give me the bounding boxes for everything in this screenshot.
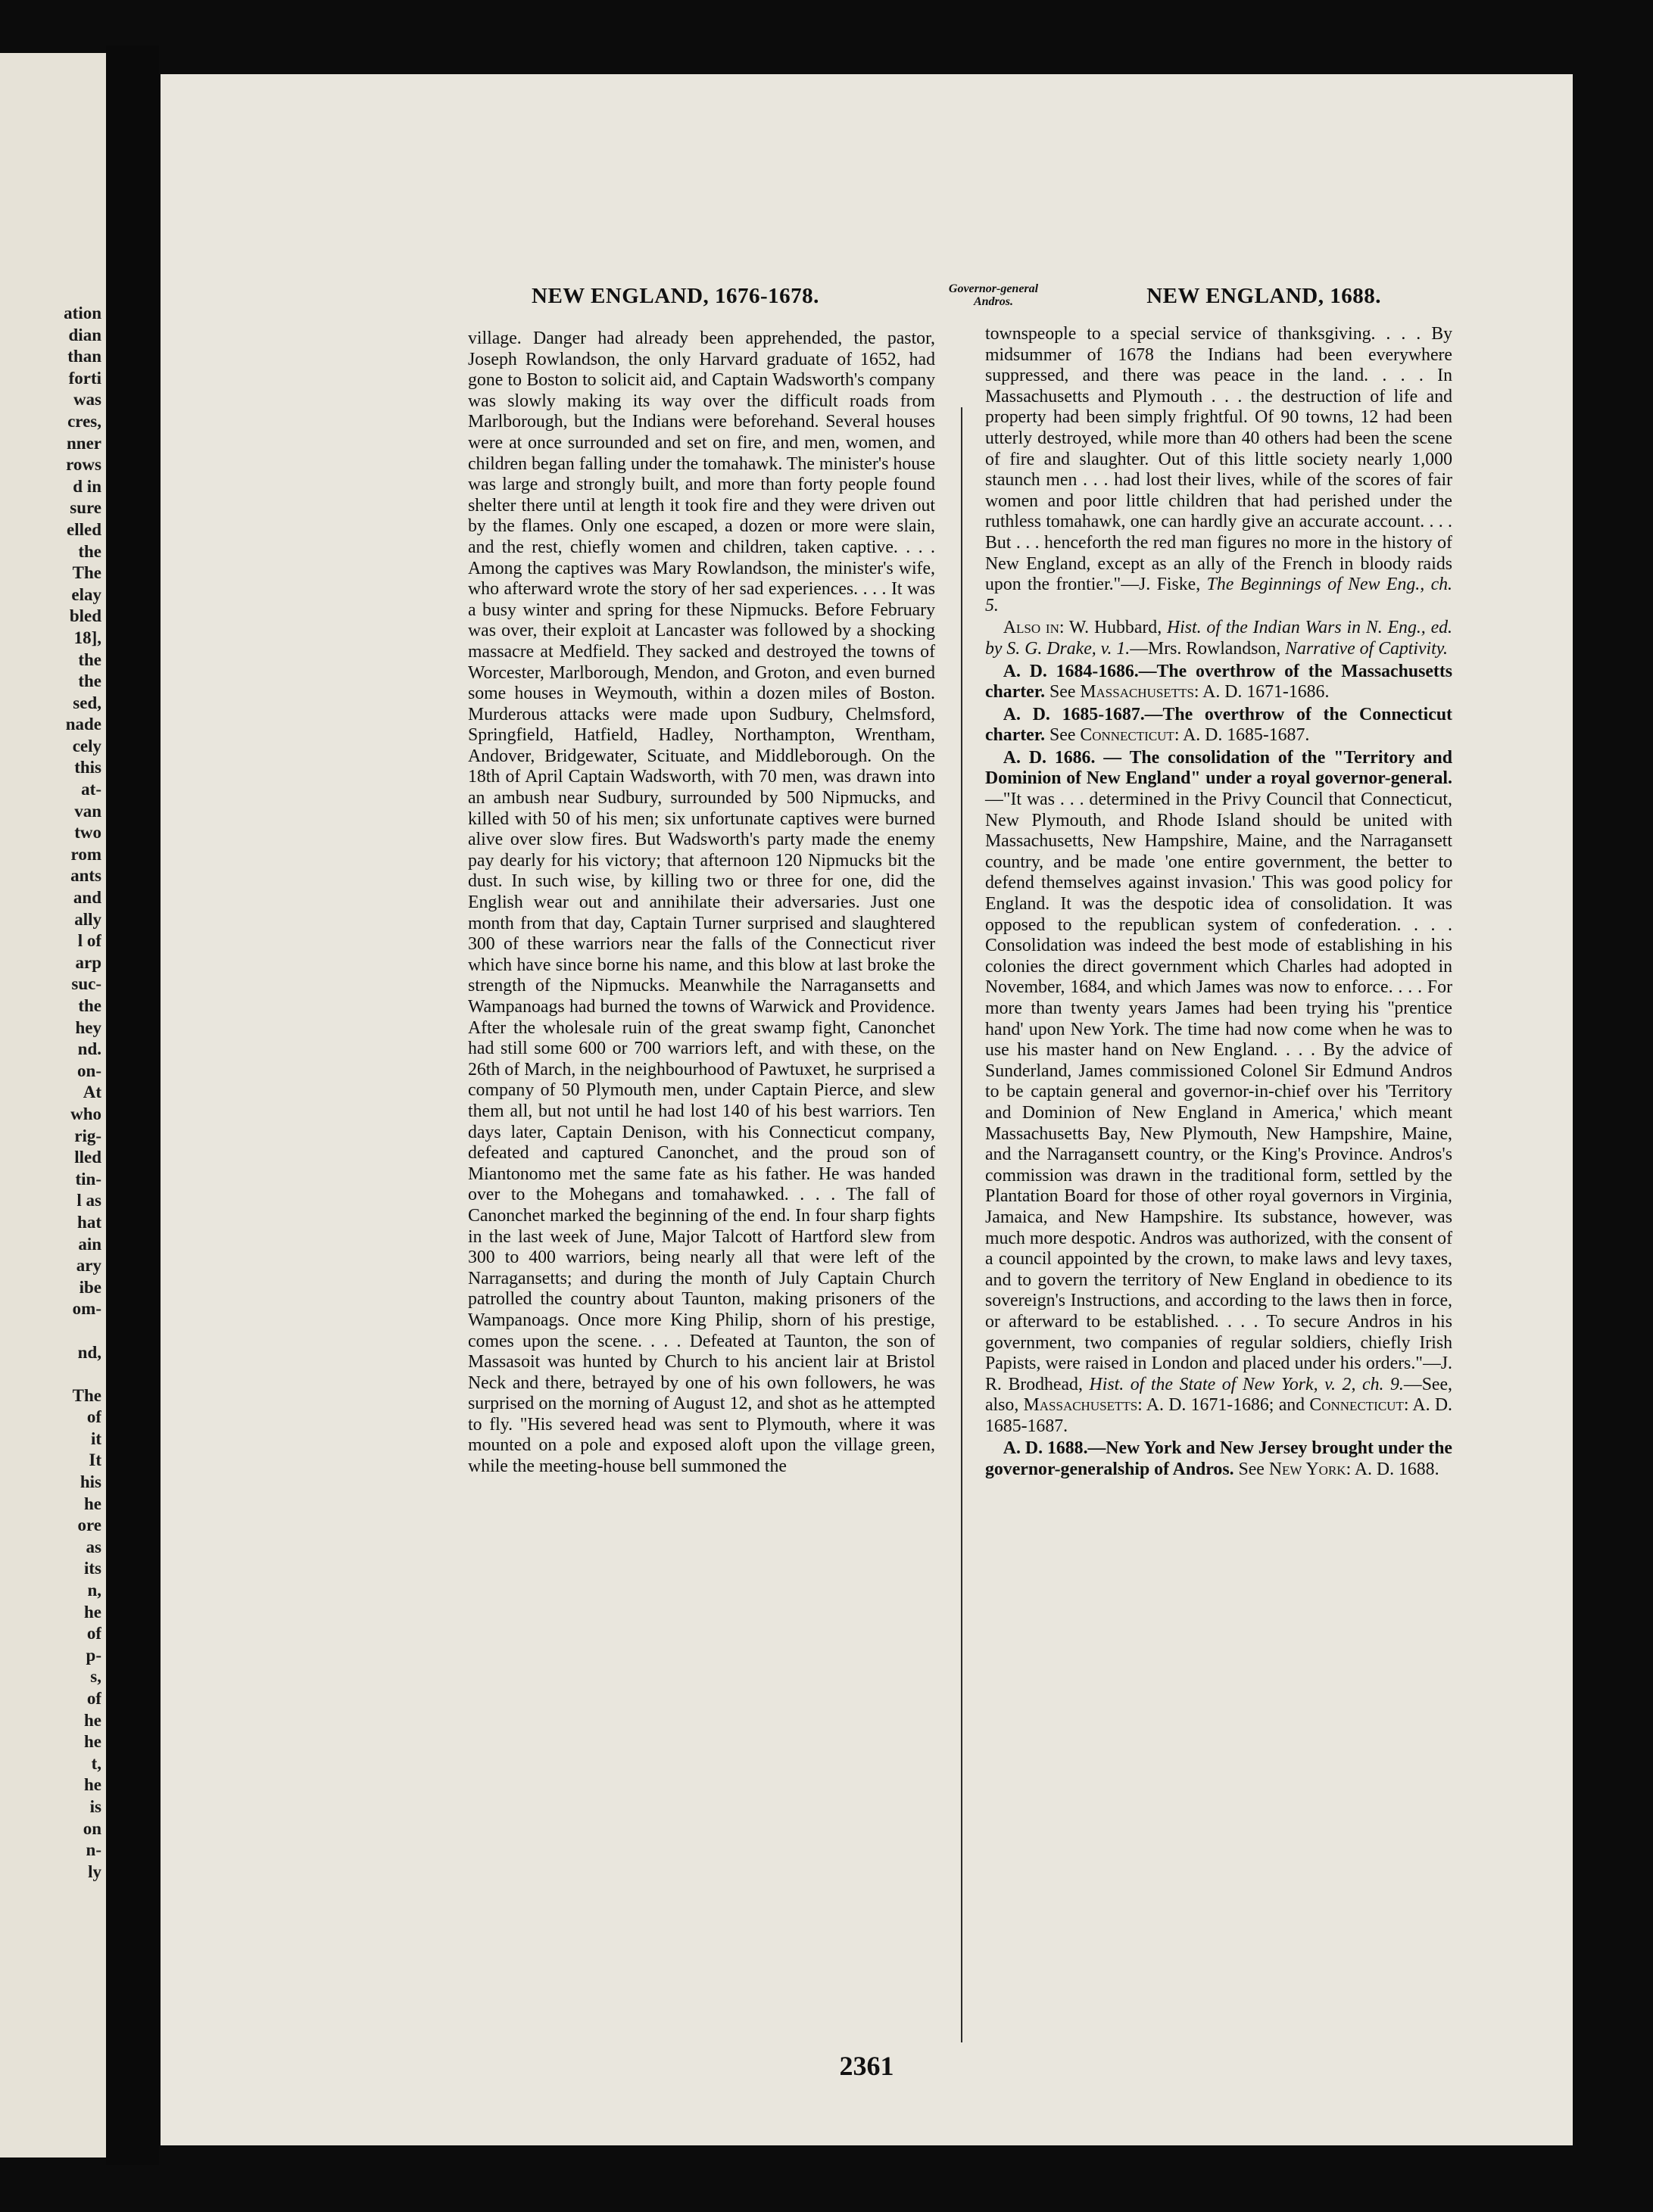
entry-1688-heading: A. D. 1688.—New York and New Jersey brought under the governor-generalship of Andros. <box>985 1438 1452 1480</box>
edge-fragment: is <box>89 1796 101 1816</box>
quote-continuation <box>985 324 1452 616</box>
column-rule <box>961 407 962 2042</box>
edge-fragment: elay <box>71 584 101 604</box>
edge-fragment: the <box>78 541 101 561</box>
citation: The Beginnings of New Eng., ch. 5. <box>985 575 1452 615</box>
facing-page-text-fragments <box>26 303 101 1883</box>
edge-fragment: this <box>74 758 101 777</box>
edge-fragment: elled <box>67 519 101 539</box>
entry-1684 <box>985 662 1452 703</box>
edge-fragment: It <box>89 1450 101 1470</box>
edge-fragment: om- <box>72 1299 101 1319</box>
edge-fragment: ibe <box>79 1277 101 1297</box>
edge-fragment: d in <box>73 476 101 496</box>
edge-fragment: hey <box>75 1017 101 1037</box>
running-head-center-line1: Governor-general <box>948 282 1039 295</box>
left-column <box>468 329 935 1478</box>
edge-fragment: ore <box>77 1516 101 1535</box>
page-number: 2361 <box>839 2051 894 2081</box>
running-head-left: NEW ENGLAND, 1676-1678. <box>532 284 819 308</box>
edge-fragment: he <box>84 1732 101 1752</box>
edge-fragment: n, <box>87 1581 101 1600</box>
entry-1688-see: See <box>1234 1460 1269 1480</box>
edge-fragment: of <box>86 1689 101 1708</box>
entry-1688-reference: New York: A. D. 1688. <box>1268 1460 1439 1480</box>
edge-fragment: hat <box>77 1212 101 1232</box>
edge-fragment: it <box>90 1428 101 1448</box>
edge-fragment: he <box>84 1602 101 1622</box>
edge-fragment: n- <box>86 1840 101 1860</box>
edge-fragment: l as <box>76 1191 101 1210</box>
edge-fragment: was <box>73 390 101 410</box>
edge-fragment: of <box>86 1407 101 1427</box>
edge-fragment: 18], <box>73 628 101 647</box>
entry-1686-reference-2: Connecticut: A. D. 1685-1687. <box>985 1395 1453 1436</box>
edge-fragment: t, <box>91 1753 101 1773</box>
edge-fragment: suc- <box>71 974 101 994</box>
edge-fragment: forti <box>68 368 101 388</box>
book-gutter <box>106 45 159 2165</box>
entry-1685-reference: Connecticut: A. D. 1685-1687. <box>1080 725 1310 746</box>
edge-fragment: rows <box>66 455 101 475</box>
edge-fragment: rig- <box>74 1126 101 1145</box>
edge-fragment: of <box>86 1624 101 1643</box>
edge-fragment: he <box>84 1775 101 1795</box>
edge-fragment: ary <box>76 1256 101 1276</box>
edge-fragment: than <box>67 347 101 366</box>
edge-fragment: arp <box>75 952 101 972</box>
edge-fragment: and <box>73 888 101 908</box>
edge-fragment: the <box>78 650 101 669</box>
edge-fragment: nd. <box>77 1039 101 1059</box>
edge-fragment: the <box>78 671 101 691</box>
running-head-center <box>903 282 1084 308</box>
edge-fragment: tin- <box>75 1169 101 1189</box>
edge-fragment: bled <box>69 606 101 626</box>
edge-fragment: his <box>80 1472 101 1492</box>
edge-fragment: sure <box>70 498 101 518</box>
edge-fragment <box>26 1363 101 1385</box>
edge-fragment: on <box>83 1818 101 1838</box>
edge-fragment: p- <box>86 1645 101 1665</box>
also-in-paragraph <box>985 618 1452 659</box>
edge-fragment: The <box>72 1385 101 1405</box>
edge-fragment: he <box>84 1710 101 1730</box>
edge-fragment: nd, <box>77 1342 101 1362</box>
entry-1685 <box>985 705 1452 746</box>
edge-fragment: ly <box>88 1862 101 1881</box>
also-in-label: Also in: <box>1003 618 1065 638</box>
edge-fragment: l of <box>77 931 101 951</box>
edge-fragment: The <box>72 563 101 583</box>
entry-1686-and: and <box>1274 1395 1310 1416</box>
running-head-right: NEW ENGLAND, 1688. <box>1146 284 1381 308</box>
also-in-author-2: —Mrs. Rowlandson, <box>1130 638 1286 659</box>
edge-fragment: s, <box>90 1667 101 1687</box>
also-in-citation-1: Hist. of the Indian Wars in N. Eng., ed. by S. G. Drake, v. 1. <box>985 618 1452 659</box>
entry-1686-heading: A. D. 1686. — The consolidation of the "Territory and Dominion of New England" under a royal governor-general. <box>985 747 1452 789</box>
left-column-text: village. Danger had already been apprehended, the pastor, Joseph Rowlandson, the only Harvard graduate of 1652, had gone to Boston to solicit aid, and Captain Wadsworth's company was slowly making its way over the difficult roads from Marlborough, but the Indians were beforehand. Several houses were at once surrounded and set on fire, and men, women, and children began falling under the tomahawk. The minister's house was large and strongly built, and more than forty people found shelter there until at length it took fire and they were driven out by the flames. Only one escaped, a dozen or more were slain, and the rest, chiefly women and children, taken captive. . . . Among the captives was Mary Rowlandson, the minister's wife, who afterward wrote the story of her sad experiences. . . . It was a busy winter and spring for these Nipmucks. Before February was over, their exploit at Lancaster was followed by a shocking massacre at Medfield. They sacked and destroyed the towns of Worcester, Marlborough, Mendon, and Groton, and even burned some houses in Weymouth, within a dozen miles of Boston. Murderous attacks were made upon Sudbury, Chelmsford, Springfield, Hatfield, Hadley, Northampton, Wrentham, Andover, Bridgewater, Scituate, and Middleborough. On the 18th of April Captain Wadsworth, with 70 men, was drawn into an ambush near Sudbury, surrounded by 500 Nipmucks, and killed with 50 of his men; six unfortunate captives were burned alive over slow fires. But Wadsworth's party made the enemy pay dearly for his victory; that afternoon 120 Nipmucks bit the dust. In such wise, by killing two or three for one, did the English wear out and annihilate their adversaries. Just one month from that day, Captain Turner surprised and slaughtered 300 of these warriors near the falls of the Connecticut river which have since borne his name, and this blow at last broke the strength of the Nipmucks. Meanwhile the Narragansetts and Wampanoags had burned the towns of Warwick and Providence. After the wholesale ruin of the great swamp fight, Canonchet had still some 600 or 700 warriors left, and with these, on the 26th of March, in the neighbourhood of Pawtuxet, he surprised a company of 50 Plymouth men, under Captain Pierce, and slew them all, but not until he had lost 140 of his best warriors. Ten days later, Captain Denison, with his Connecticut company, defeated and captured Canonchet, and the proud son of Miantonomo met the same fate as his father. He was handed over to the Mohegans and tomahawked. . . . The fall of Canonchet marked the beginning of the end. In four sharp fights in the last week of June, Major Talcott of Hartford slew from 300 to 400 warriors, being nearly all that were left of the Narragansetts; and during the month of July Captain Church patrolled the country about Taunton, making prisoners of the Wampanoags. Once more King Philip, shorn of his prestige, comes upon the scene. . . . Defeated at Taunton, the son of Massasoit was hunted by Church to his ancient lair at Bristol Neck and there, betrayed by one of his own followers, he was surprised on the morning of August 12, and shot as he attempted to fly. "His severed head was sent to Plymouth, where it was mounted on a pole and exposed aloft upon the village green, while the meeting-house bell summoned the <box>468 329 935 1477</box>
entry-1686-see-also: —See, also, <box>985 1374 1452 1416</box>
edge-fragment: cely <box>72 736 101 756</box>
also-in-citation-2: Narrative of Captivity. <box>1285 638 1448 659</box>
edge-fragment: the <box>78 996 101 1015</box>
edge-fragment: dian <box>68 325 101 344</box>
running-head <box>532 284 1381 329</box>
entry-1688 <box>985 1438 1452 1480</box>
edge-fragment: who <box>70 1104 101 1123</box>
entry-1684-see: See <box>1045 682 1081 703</box>
edge-fragment: on- <box>77 1061 101 1080</box>
edge-fragment: sed, <box>73 693 101 712</box>
entry-1686 <box>985 748 1452 1438</box>
facing-page-edge <box>0 53 106 2157</box>
entry-1686-reference-1: Massachusetts: A. D. 1671-1686; <box>1023 1395 1274 1416</box>
edge-fragment <box>26 1320 101 1342</box>
edge-fragment: ally <box>74 909 101 929</box>
edge-fragment: two <box>74 823 101 843</box>
edge-fragment: he <box>84 1494 101 1513</box>
edge-fragment: van <box>74 801 101 821</box>
edge-fragment: lled <box>74 1148 101 1167</box>
edge-fragment: at- <box>81 780 101 799</box>
edge-fragment: ants <box>70 866 101 886</box>
entry-1684-reference: Massachusetts: A. D. 1671-1686. <box>1080 682 1330 703</box>
entry-1686-text: —"It was . . . determined in the Privy Council that Connecticut, New Plymouth, and Rhode Island should be united with Massachusetts, New Hampshire, Maine, and the Narragansett country, and be made 'one entire government, the better to defend themselves against invasion.' This was good policy for England. It was the despotic idea of consolidation. It was opposed to the republican system of confederation. . . . Consolidation was indeed the best mode of establishing in his colonies the direct government which Charles had adopted in November, 1684, and which James was now to enforce. . . . For more than twenty years James had been trying his ''prentice hand' upon New York. The time had now come when he was to use his master hand on New England. . . . By the advice of Sunderland, James commissioned Colonel Sir Edmund Andros to be captain general and governor-in-chief over his 'Territory and Dominion of New England in America,' which meant Massachusetts Bay, New Plymouth, New Hampshire, Maine, and the Narragansett country, or the King's Province. Andros's commission was drawn in the traditional form, settled by the Plantation Board for those of other royal governors in Virginia, Jamaica, and New Hampshire. Its substance, however, was much more despotic. Andros was authorized, with the consent of a council appointed by the crown, to make laws and levy taxes, and to govern the territory of New England in obedience to its sovereign's Instructions, and according to the laws then in force, or afterward to be established. . . . To secure Andros in his government, two companies of regular soldiers, chiefly Irish Papists, were raised in London and placed under his orders."—J. R. Brodhead, <box>985 790 1452 1394</box>
entry-1685-heading: A. D. 1685-1687.—The overthrow of the Connecticut charter. <box>985 704 1452 746</box>
edge-fragment: as <box>86 1537 101 1556</box>
edge-fragment: ain <box>78 1234 101 1254</box>
quote-text: townspeople to a special service of thanksgiving. . . . By midsummer of 1678 the Indians had been everywhere suppressed, and there was peace in the land. . . . In Massachusetts and Plymouth . . . the destruction of life and property had been simply frightful. Of 90 towns, 12 had been utterly destroyed, while more than 40 others had been the scene of fire and slaughter. Out of this little society nearly 1,000 staunch men . . . had lost their lives, while of the scores of fair women and poor little children that had perished under the ruthless tomahawk, one can hardly give an accurate account. . . . But . . . henceforth the red man figures no more in the history of New England, except as an ally of the French in bloody raids upon the frontier."—J. Fiske, <box>985 324 1452 595</box>
book-page <box>161 74 1573 2145</box>
edge-fragment: At <box>83 1083 101 1102</box>
edge-fragment: rom <box>70 844 101 864</box>
also-in-author-1: W. Hubbard, <box>1064 618 1167 638</box>
edge-fragment: nner <box>67 433 101 453</box>
right-column <box>985 324 1452 1481</box>
entry-1685-see: See <box>1045 725 1081 746</box>
edge-fragment: nade <box>65 715 101 734</box>
edge-fragment: its <box>84 1559 101 1578</box>
entry-1686-citation: Hist. of the State of New York, v. 2, ch. 9. <box>1089 1374 1404 1394</box>
running-head-center-line2: Andros. <box>973 295 1014 308</box>
entry-1684-heading: A. D. 1684-1686.—The overthrow of the Massachusetts charter. <box>985 661 1452 703</box>
edge-fragment: cres, <box>67 411 101 431</box>
edge-fragment: ation <box>64 304 101 322</box>
